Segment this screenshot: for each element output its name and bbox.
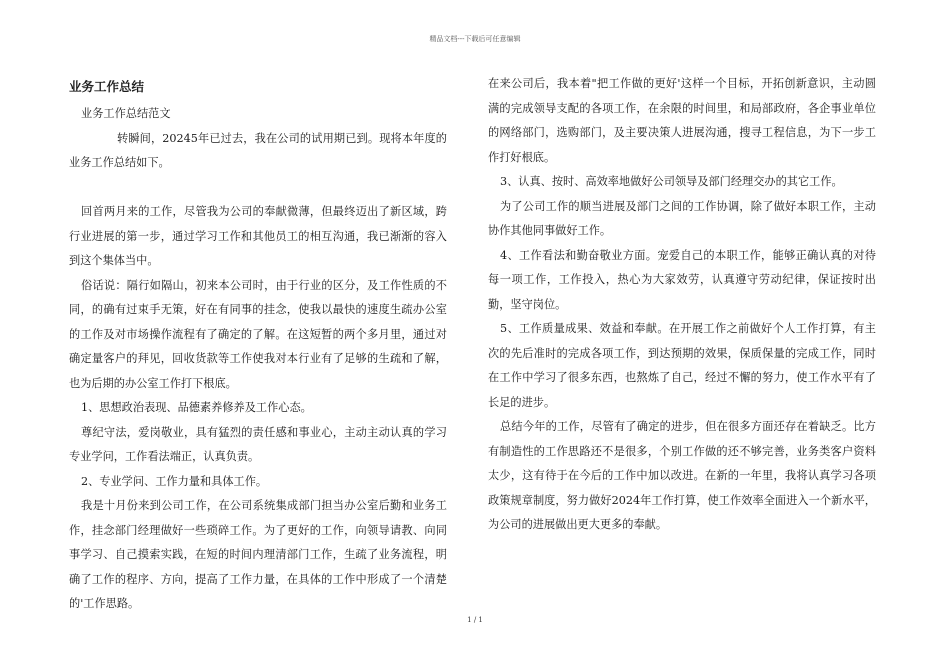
continuation-paragraph: 在来公司后，我本着"把工作做的更好'这样一个目标，开拓创新意识，主动圆满的完成领导支配的各项工作，在余限的时间里，和局部政府，各企事业单位的网络部门，选购部门，及主要决策人进展沟通，搜寻工程信息，为下一步工作打好根底。 <box>488 77 876 164</box>
right-column <box>488 72 876 538</box>
attitude-paragraph: 4、工作看法和勤奋敬业方面。宠爱自己的本职工作，能够正确认真的对待每一项工作，工作投入，热心为大家效劳，认真遵守劳动纪律，保证按时出勤，坚守岗位。 <box>488 248 876 311</box>
page-number: 1 / 1 <box>467 616 483 624</box>
review-paragraph: 回首两月来的工作，尽管我为公司的奉献微薄，但最终迈出了新区域，跨行业进展的第一步，通过学习工作和其他员工的相互沟通，我已渐渐的容入到这个集体当中。 <box>69 205 447 267</box>
quality-paragraph: 5、工作质量成果、效益和奉献。在开展工作之前做好个人工作打算，有主次的先后准时的完成各项工作，到达预期的效果，保质保量的完成工作，同时在工作中学习了很多东西，也熬炼了自己，经过不懈的努力，使工作水平有了长足的进步。 <box>488 322 876 409</box>
blank-line <box>69 176 447 201</box>
work-paragraph: 我是十月份来到公司工作，在公司系统集成部门担当办公室后勤和业务工作，挂念部门经理做好一些琐碎工作。为了更好的工作，向领导请教、向同事学习、自己摸索实践，在短的时间内理清部门工作，生疏了业务流程，明确了工作的程序、方向，提高了工作力量，在具体的工作中形成了一个清楚的'工作思路。 <box>69 499 447 610</box>
coordination-paragraph: 为了公司工作的顺当进展及部门之间的工作协调，除了做好本职工作，主动协作其他同事做好工作。 <box>488 199 876 237</box>
proverb-paragraph: 俗话说：隔行如隔山，初来本公司时，由于行业的区分，及工作性质的不同，的确有过束手无策，好在有同事的挂念，使我以最快的速度生疏办公室的工作及对市场操作流程有了确定的了解。在这短暂的两个多月里，通过对确定量客户的拜见，回收货款等工作使我对本行业有了足够的生疏和了解，也为后期的办公室工作打下根底。 <box>69 278 447 390</box>
section-heading-3: 3、认真、按时、高效率地做好公司领导及部门经理交办的其它工作。 <box>500 175 843 188</box>
intro-paragraph: 转瞬间，20245年已过去，我在公司的试用期已到。现将本年度的业务工作总结如下。 <box>69 131 447 169</box>
summary-paragraph: 总结今年的工作，尽管有了确定的进步，但在很多方面还存在着缺乏。比方有制造性的工作思路还不是很多，个别工作做的还不够完善，业务类客户资料太少，这有待于在今后的工作中加以改进。在新的一年里，我将认真学习各项政策规章制度，努力做好2024年工作打算，使工作效率全面进入一个新水平，为公司的进展做出更大更多的奉献。 <box>488 420 876 531</box>
section-heading-1: 1、思想政治表现、品德素养修养及工作心态。 <box>81 401 312 414</box>
document-title: 业务工作总结 <box>69 79 145 94</box>
section-heading-2: 2、专业学问、工作力量和具体工作。 <box>81 474 268 488</box>
page-header: 精品文档---下载后可任意编辑 <box>429 35 521 43</box>
left-column <box>69 72 447 617</box>
subtitle-paragraph: 业务工作总结范文 <box>81 107 171 120</box>
conduct-paragraph: 尊纪守法，爱岗敬业，具有猛烈的责任感和事业心，主动主动认真的学习专业学问，工作看法端正，认真负责。 <box>69 425 447 463</box>
